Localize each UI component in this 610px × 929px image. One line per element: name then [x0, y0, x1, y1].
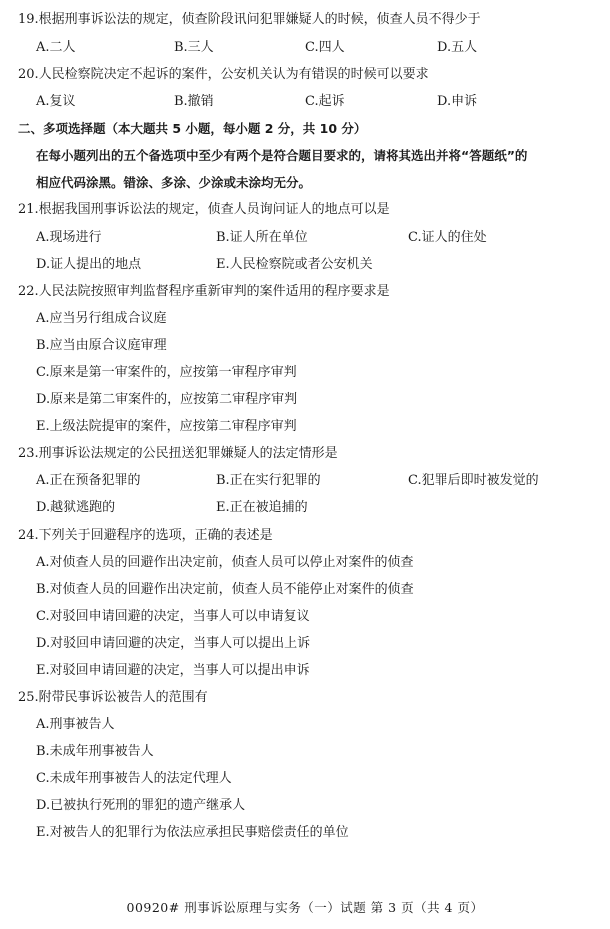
- q23-option-b: B.正在实行犯罪的: [216, 473, 321, 488]
- q25-option-a: A.刑事被告人: [36, 717, 115, 732]
- q25-option-b: B.未成年刑事被告人: [36, 744, 154, 759]
- q24-option-d: D.对驳回申请回避的决定，当事人可以提出上诉: [36, 636, 311, 651]
- question-24-stem: 24.下列关于回避程序的选项，正确的表述是: [18, 528, 273, 543]
- q19-option-c: C.四人: [305, 40, 345, 55]
- q22-option-b: B.应当由原合议庭审理: [36, 338, 167, 353]
- q19-option-b: B.三人: [174, 40, 214, 55]
- q25-option-c: C.未成年刑事被告人的法定代理人: [36, 771, 232, 786]
- question-19-stem: 19.根据刑事诉讼法的规定，侦查阶段讯问犯罪嫌疑人的时候，侦查人员不得少于: [18, 12, 481, 27]
- q23-option-c: C.犯罪后即时被发觉的: [408, 473, 539, 488]
- q24-option-e: E.对驳回申请回避的决定，当事人可以提出申诉: [36, 663, 310, 678]
- q21-option-e: E.人民检察院或者公安机关: [216, 257, 373, 272]
- q20-option-d: D.申诉: [437, 94, 478, 109]
- q24-option-c: C.对驳回申请回避的决定，当事人可以申请复议: [36, 609, 310, 624]
- question-20-stem: 20.人民检察院决定不起诉的案件，公安机关认为有错误的时候可以要求: [18, 67, 429, 82]
- section-2-title: 二、多项选择题（本大题共 5 小题，每小题 2 分，共 10 分）: [18, 121, 367, 136]
- q21-option-a: A.现场进行: [36, 230, 102, 245]
- q22-option-e: E.上级法院提审的案件，应按第二审程序审判: [36, 419, 297, 434]
- page-footer: 00920# 刑事诉讼原理与实务（一）试题 第 3 页（共 4 页）: [126, 900, 484, 915]
- q23-option-e: E.正在被追捕的: [216, 500, 308, 515]
- q24-option-b: B.对侦查人员的回避作出决定前，侦查人员不能停止对案件的侦查: [36, 582, 414, 597]
- q21-option-c: C.证人的住处: [408, 230, 487, 245]
- q22-option-a: A.应当另行组成合议庭: [36, 311, 167, 326]
- q20-option-b: B.撤销: [174, 94, 214, 109]
- q19-option-a: A.二人: [36, 40, 76, 55]
- q22-option-c: C.原来是第一审案件的，应按第一审程序审判: [36, 365, 297, 380]
- q20-option-c: C.起诉: [305, 94, 345, 109]
- q23-option-a: A.正在预备犯罪的: [36, 473, 141, 488]
- section-2-instruction-line-2: 相应代码涂黑。错涂、多涂、少涂或未涂均无分。: [36, 175, 312, 190]
- question-21-stem: 21.根据我国刑事诉讼法的规定，侦查人员询问证人的地点可以是: [18, 202, 390, 217]
- q22-option-d: D.原来是第二审案件的，应按第二审程序审判: [36, 392, 298, 407]
- q23-option-d: D.越狱逃跑的: [36, 500, 116, 515]
- question-25-stem: 25.附带民事诉讼被告人的范围有: [18, 690, 208, 705]
- question-23-stem: 23.刑事诉讼法规定的公民扭送犯罪嫌疑人的法定情形是: [18, 446, 338, 461]
- q19-option-d: D.五人: [437, 40, 478, 55]
- q24-option-a: A.对侦查人员的回避作出决定前，侦查人员可以停止对案件的侦查: [36, 555, 414, 570]
- question-22-stem: 22.人民法院按照审判监督程序重新审判的案件适用的程序要求是: [18, 284, 390, 299]
- q21-option-b: B.证人所在单位: [216, 230, 308, 245]
- q25-option-e: E.对被告人的犯罪行为依法应承担民事赔偿责任的单位: [36, 825, 349, 840]
- q20-option-a: A.复议: [36, 94, 76, 109]
- q21-option-d: D.证人提出的地点: [36, 257, 142, 272]
- section-2-instruction-line-1: 在每小题列出的五个备选项中至少有两个是符合题目要求的，请将其选出并将“答题纸”的: [36, 148, 528, 163]
- q25-option-d: D.已被执行死刑的罪犯的遗产继承人: [36, 798, 246, 813]
